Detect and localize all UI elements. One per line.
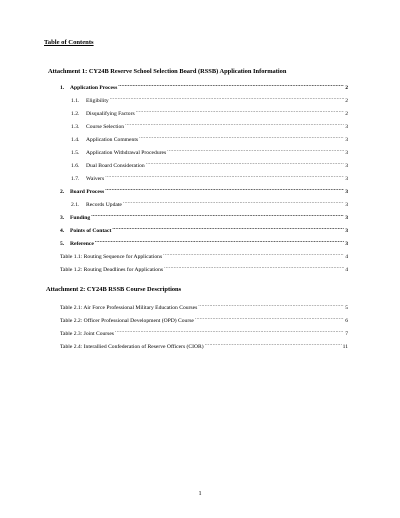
- entry-number: 5.: [60, 241, 65, 247]
- entry-label: Funding: [70, 215, 91, 221]
- entry-page: 2: [345, 111, 348, 117]
- entry-label: Waivers: [86, 176, 105, 182]
- entry-page: 4: [345, 254, 348, 260]
- entry-label: Dual Board Consideration: [86, 163, 145, 169]
- toc-entry-table-2-4[interactable]: [60, 340, 348, 348]
- entry-number: 1.6.: [71, 163, 80, 169]
- dot-leader: [139, 133, 344, 141]
- attachment-2-heading: Attachment 2: CY24B RSSB Course Descriptions: [46, 286, 182, 293]
- toc-entry-application-comments[interactable]: [71, 133, 348, 141]
- entry-label: Application Process: [70, 85, 118, 91]
- dot-leader: [118, 81, 344, 89]
- entry-label: Course Selection: [86, 124, 125, 130]
- entry-page: 11: [342, 344, 348, 350]
- entry-label: Table 1.1: Routing Sequence for Applications: [60, 254, 163, 260]
- dot-leader: [164, 263, 344, 271]
- entry-number: 1.5.: [71, 150, 80, 156]
- entry-number: 1.4.: [71, 137, 80, 143]
- entry-page: 3: [345, 215, 348, 221]
- entry-label: Board Process: [70, 189, 105, 195]
- entry-page: 3: [345, 241, 348, 247]
- entry-label: Table 2.3: Joint Courses: [60, 331, 114, 337]
- entry-page: 3: [345, 189, 348, 195]
- dot-leader: [198, 301, 344, 309]
- dot-leader: [205, 340, 342, 348]
- entry-label: Table 2.4: Interallied Confederation of Reserve Officers (CIOR): [60, 344, 204, 350]
- toc-entry-disqualifying-factors[interactable]: [71, 107, 348, 115]
- entry-page: 2: [345, 98, 348, 104]
- toc-entry-records-update[interactable]: [71, 198, 348, 206]
- dot-leader: [105, 172, 344, 180]
- entry-number: 1.2.: [71, 111, 80, 117]
- toc-title: Table of Contents: [44, 39, 94, 46]
- entry-number: 3.: [60, 215, 65, 221]
- dot-leader: [195, 314, 344, 322]
- entry-page: 7: [345, 331, 348, 337]
- toc-entry-funding[interactable]: [60, 211, 348, 219]
- entry-number: 4.: [60, 228, 65, 234]
- entry-page: 3: [345, 202, 348, 208]
- toc-entry-points-of-contact[interactable]: [60, 224, 348, 232]
- dot-leader: [115, 327, 344, 335]
- entry-page: 4: [345, 267, 348, 273]
- toc-entry-table-1-1[interactable]: [60, 250, 348, 258]
- entry-number: 1.1.: [71, 98, 80, 104]
- entry-label: Records Update: [86, 202, 122, 208]
- entry-page: 3: [345, 137, 348, 143]
- entry-label: Application Withdrawal Procedures: [86, 150, 167, 156]
- dot-leader: [146, 159, 344, 167]
- dot-leader: [91, 211, 344, 219]
- toc-entry-board-process[interactable]: [60, 185, 348, 193]
- entry-number: 1.3.: [71, 124, 80, 130]
- entry-page: 3: [345, 163, 348, 169]
- entry-page: 2: [345, 85, 348, 91]
- entry-page: 3: [345, 124, 348, 130]
- toc-entry-table-1-2[interactable]: [60, 263, 348, 271]
- entry-number: 2.: [60, 189, 65, 195]
- toc-entry-table-2-1[interactable]: [60, 301, 348, 309]
- toc-entry-application-withdrawal[interactable]: [71, 146, 348, 154]
- entry-number: 1.: [60, 85, 65, 91]
- entry-page: 3: [345, 150, 348, 156]
- page-number: 1: [198, 490, 202, 497]
- entry-page: 6: [345, 318, 348, 324]
- dot-leader: [136, 107, 345, 115]
- toc-entry-dual-board[interactable]: [71, 159, 348, 167]
- entry-page: 3: [345, 176, 348, 182]
- entry-label: Eligibility: [86, 98, 109, 104]
- entry-label: Table 2.1: Air Force Professional Military Education Courses: [60, 305, 198, 311]
- toc-entry-application-process[interactable]: [60, 81, 348, 89]
- toc-entry-waivers[interactable]: [71, 172, 348, 180]
- entry-number: 1.7.: [71, 176, 80, 182]
- attachment-1-heading: Attachment 1: CY24B Reserve School Selection Board (RSSB) Application Information: [48, 68, 287, 75]
- entry-label: Application Comments: [86, 137, 139, 143]
- entry-label: Disqualifying Factors: [86, 111, 135, 117]
- entry-page: 5: [345, 305, 348, 311]
- entry-label: Points of Contact: [70, 228, 112, 234]
- entry-page: 3: [345, 228, 348, 234]
- dot-leader: [123, 198, 344, 206]
- dot-leader: [95, 237, 344, 245]
- entry-label: Table 1.2: Routing Deadlines for Applications: [60, 267, 164, 273]
- dot-leader: [163, 250, 344, 258]
- toc-entry-table-2-3[interactable]: [60, 327, 348, 335]
- toc-entry-eligibility[interactable]: [71, 94, 348, 102]
- dot-leader: [125, 120, 344, 128]
- toc-entry-course-selection[interactable]: [71, 120, 348, 128]
- entry-label: Table 2.2: Officer Professional Development (OPD) Course: [60, 318, 194, 324]
- dot-leader: [105, 185, 344, 193]
- dot-leader: [112, 224, 344, 232]
- toc-entry-reference[interactable]: [60, 237, 348, 245]
- dot-leader: [167, 146, 344, 154]
- entry-label: Reference: [70, 241, 94, 247]
- entry-number: 2.1.: [71, 202, 80, 208]
- toc-entry-table-2-2[interactable]: [60, 314, 348, 322]
- dot-leader: [110, 94, 345, 102]
